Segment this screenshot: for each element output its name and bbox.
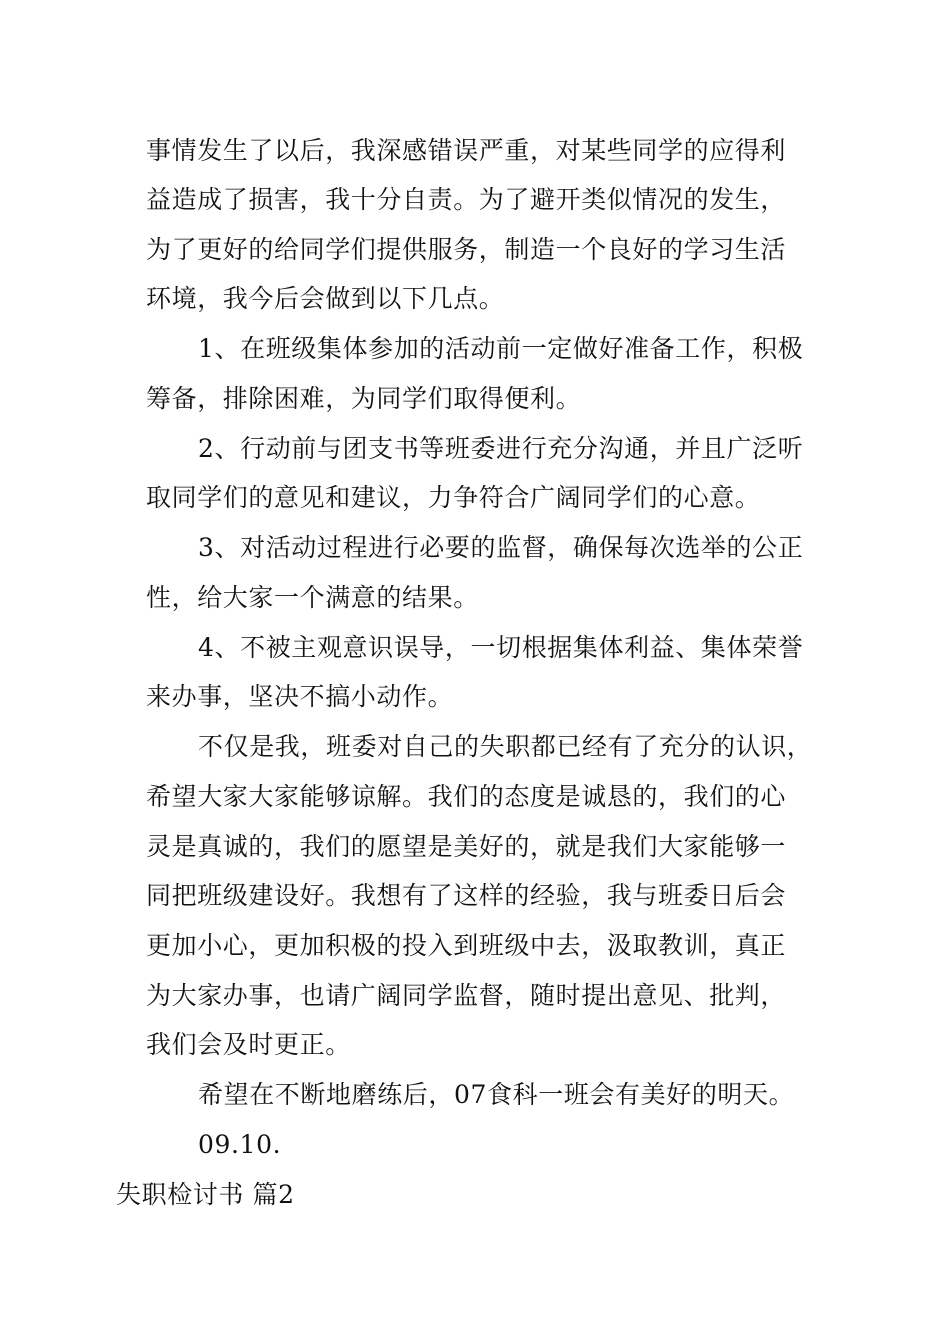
body-text-line: 为了更好的给同学们提供服务，制造一个良好的学习生活 [146,235,787,264]
body-text-line: 更加小心，更加积极的投入到班级中去，汲取教训，真正 [146,931,787,960]
list-item-3-line: 3、对活动过程进行必要的监督，确保每次选举的公正 [198,533,804,562]
body-text-line: 益造成了损害，我十分自责。为了避开类似情况的发生， [146,185,787,214]
body-text-line: 我们会及时更正。 [146,1030,351,1059]
body-text-line: 希望在不断地磨练后，07食科一班会有美好的明天。 [198,1080,795,1109]
list-item-3-line: 性，给大家一个满意的结果。 [146,583,479,612]
body-text-line: 同把班级建设好。我想有了这样的经验，我与班委日后会 [146,881,787,910]
body-text-line: 希望大家大家能够谅解。我们的态度是诚恳的，我们的心 [146,782,787,811]
body-text-line: 事情发生了以后，我深感错误严重，对某些同学的应得利 [146,136,787,165]
list-item-2-line: 取同学们的意见和建议，力争符合广阔同学们的心意。 [146,483,761,512]
section-title: 失职检讨书 篇2 [116,1180,295,1209]
body-text-line: 灵是真诚的，我们的愿望是美好的，就是我们大家能够一 [146,832,787,861]
body-text-line: 环境，我今后会做到以下几点。 [146,284,505,313]
list-item-2-line: 2、行动前与团支书等班委进行充分沟通，并且广泛听 [198,434,804,463]
list-item-4-line: 来办事，坚决不搞小动作。 [146,682,454,711]
list-item-1-line: 筹备，排除困难，为同学们取得便利。 [146,384,582,413]
body-text-line: 不仅是我，班委对自己的失职都已经有了充分的认识， [198,732,813,761]
body-text-line: 为大家办事，也请广阔同学监督，随时提出意见、批判， [146,981,787,1010]
date-line: 09.10. [198,1130,282,1159]
list-item-1-line: 1、在班级集体参加的活动前一定做好准备工作，积极 [198,334,804,363]
list-item-4-line: 4、不被主观意识误导，一切根据集体利益、集体荣誉 [198,633,804,662]
